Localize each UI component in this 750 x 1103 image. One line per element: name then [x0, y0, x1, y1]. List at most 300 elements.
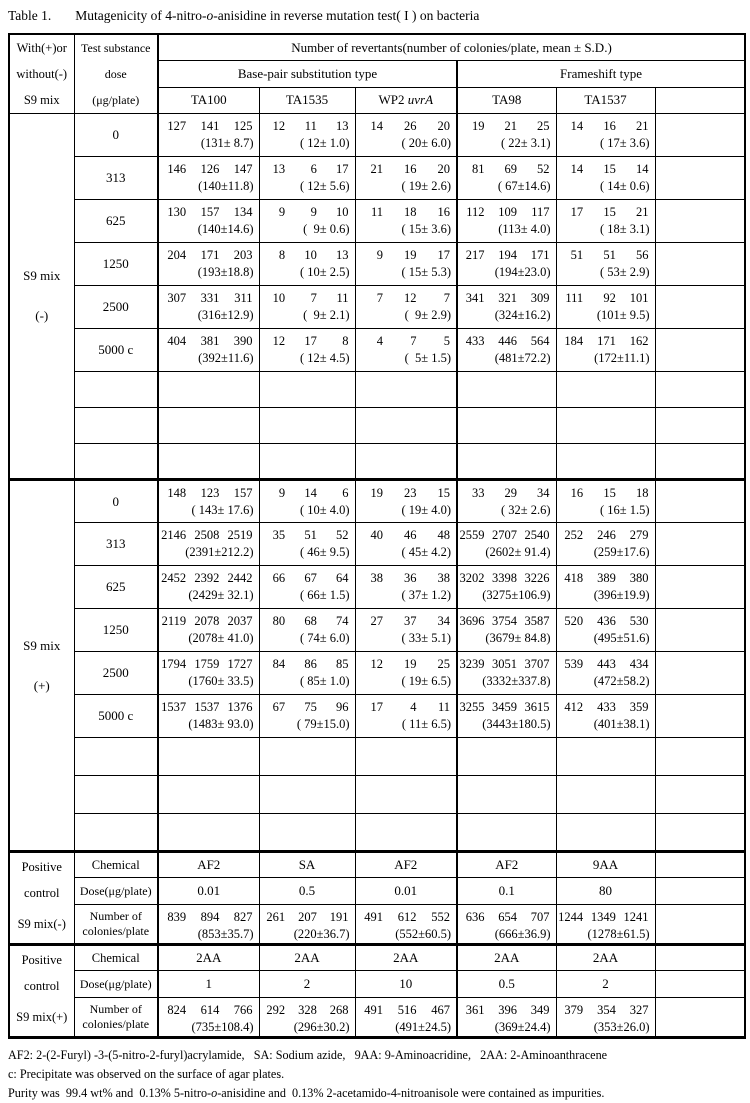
- mean-sd: ( 33± 5.1): [401, 631, 451, 645]
- header-s9-line-2: without(-): [16, 66, 68, 81]
- number-label-line: Number of: [89, 909, 142, 923]
- mean-sd: (666±36.9): [494, 927, 551, 941]
- result-cell: [355, 905, 457, 945]
- colony-count: 4: [410, 700, 417, 714]
- s9-mix-label: S9 mix: [23, 268, 61, 283]
- empty-row: [9, 372, 745, 408]
- mean-sd: (316±12.9): [197, 308, 254, 322]
- chemical-label-cell: Chemical: [74, 852, 158, 878]
- colony-count: 2452: [161, 571, 187, 585]
- result-cell: [259, 695, 355, 738]
- colony-count: 37: [404, 614, 417, 628]
- colony-counts: [458, 200, 556, 221]
- colony-count: 33: [472, 486, 485, 500]
- colony-count: 14: [636, 162, 649, 176]
- colony-counts: [557, 566, 655, 587]
- mean-sd: ( 74± 6.0): [299, 631, 350, 645]
- colony-count: 207: [298, 910, 317, 924]
- result-cell: [556, 652, 655, 695]
- colony-count: 204: [167, 248, 187, 262]
- colony-count: 17: [335, 162, 349, 176]
- colony-counts: [458, 481, 556, 502]
- positive-control-chemical-row: [9, 945, 745, 971]
- colony-count: 824: [167, 1003, 187, 1017]
- colony-count: 14: [304, 486, 317, 500]
- colony-counts: [557, 157, 655, 178]
- colony-count: 839: [167, 910, 187, 924]
- result-cell: [556, 329, 655, 372]
- empty-cell: [655, 329, 745, 372]
- colony-counts: [557, 286, 655, 307]
- result-cell: [556, 114, 655, 157]
- mean-sd: (2429± 32.1): [188, 588, 254, 602]
- empty-cell: [556, 738, 655, 776]
- mean-sd: ( 15± 5.3): [401, 265, 451, 279]
- chemical-cell: AF2: [355, 852, 457, 878]
- result-cell: [158, 329, 259, 372]
- colony-count: 8: [278, 248, 286, 262]
- result-cell: [259, 200, 355, 243]
- dose-row: [9, 695, 745, 738]
- mean-sd: (1760± 33.5): [188, 674, 254, 688]
- empty-cell: [158, 444, 259, 480]
- header-s9-line-1: With(+)or: [16, 40, 67, 55]
- result-cell: [457, 286, 556, 329]
- colony-count: 1537: [161, 700, 187, 714]
- colony-counts: [356, 695, 457, 716]
- colony-count: 13: [272, 162, 286, 176]
- footnote-purity-post: -anisidine and 0.13% 2-acetamido-4-nitroanisole were contained as impurities.: [217, 1086, 605, 1100]
- wp2-label: WP2: [378, 92, 408, 108]
- empty-cell: [259, 814, 355, 852]
- colony-count: 67: [272, 700, 286, 714]
- colony-count: 3398: [492, 571, 517, 585]
- empty-cell: [655, 480, 745, 523]
- colony-count: 35: [272, 528, 286, 542]
- colony-count: 14: [570, 162, 584, 176]
- colony-count: 491: [364, 910, 383, 924]
- empty-row: [9, 776, 745, 814]
- title-pre: Mutagenicity of 4-nitro-: [75, 8, 207, 23]
- colony-count: 380: [629, 571, 649, 585]
- result-cell: [556, 695, 655, 738]
- colony-count: 389: [597, 571, 616, 585]
- s9-mix-cell: [9, 114, 74, 480]
- colony-count: 1376: [227, 700, 253, 714]
- colony-count: 15: [437, 486, 450, 500]
- colony-count: 127: [167, 119, 187, 133]
- colony-counts: [260, 609, 355, 630]
- table-number: Table 1.: [8, 8, 52, 23]
- mean-sd: (491±24.5): [395, 1020, 451, 1034]
- mean-sd: ( 12± 4.5): [299, 351, 350, 365]
- empty-cell: [556, 444, 655, 480]
- colony-count: 74: [335, 614, 349, 628]
- mean-sd: ( 14± 0.6): [599, 179, 650, 193]
- chemical-cell: AF2: [158, 852, 259, 878]
- colony-count: 564: [530, 334, 550, 348]
- footnote-precipitate: c: Precipitate was observed on the surface of agar plates.: [8, 1067, 285, 1081]
- header-dose-line-2: dose: [104, 66, 127, 81]
- result-cell: [556, 523, 655, 566]
- colony-count: 396: [498, 1003, 517, 1017]
- result-cell: [457, 157, 556, 200]
- colony-count: 34: [537, 486, 550, 500]
- dose-cell: [74, 372, 158, 408]
- mean-sd: ( 10± 2.5): [299, 265, 350, 279]
- mean-sd: (552±60.5): [395, 927, 451, 941]
- colony-count: 191: [329, 910, 349, 924]
- colony-counts: [356, 998, 457, 1019]
- colony-count: 418: [564, 571, 584, 585]
- colony-counts: [356, 566, 457, 587]
- colony-counts: [458, 157, 556, 178]
- empty-cell: [655, 566, 745, 609]
- result-cell: [259, 329, 355, 372]
- result-cell: [259, 286, 355, 329]
- colony-count: 10: [335, 205, 349, 219]
- colony-count: 14: [370, 119, 383, 133]
- result-cell: [355, 329, 457, 372]
- result-cell: [259, 652, 355, 695]
- colony-count: 894: [200, 910, 220, 924]
- result-cell: [158, 695, 259, 738]
- empty-cell: [158, 776, 259, 814]
- colony-counts: [159, 652, 259, 673]
- dose-row: [9, 286, 745, 329]
- colony-counts: [458, 523, 556, 544]
- mean-sd: ( 79±15.0): [296, 717, 350, 731]
- colony-count: 1241: [623, 910, 649, 924]
- colony-count: 3226: [524, 571, 550, 585]
- colony-count: 2442: [227, 571, 253, 585]
- colony-count: 17: [570, 205, 584, 219]
- colony-count: 15: [603, 205, 616, 219]
- empty-cell: [259, 372, 355, 408]
- colony-count: 311: [234, 291, 253, 305]
- mean-sd: ( 18± 3.1): [599, 222, 650, 236]
- colony-counts: [557, 652, 655, 673]
- result-cell: [259, 523, 355, 566]
- mean-sd: (101± 9.5): [596, 308, 650, 322]
- colony-counts: [260, 286, 355, 307]
- positive-control-label: control: [24, 886, 60, 900]
- header-strain-wp2-uvra: [355, 87, 457, 114]
- mean-sd: (3679± 84.8): [485, 631, 551, 645]
- number-label-cell: [74, 905, 158, 945]
- empty-cell: [655, 243, 745, 286]
- footnote-purity-italic-o: o: [211, 1086, 218, 1100]
- empty-cell: [158, 814, 259, 852]
- mean-sd: (853±35.7): [197, 927, 254, 941]
- colony-count: 2078: [194, 614, 220, 628]
- number-label-line: Number of: [89, 1002, 142, 1016]
- empty-cell: [158, 372, 259, 408]
- colony-counts: [260, 114, 355, 135]
- colony-counts: [159, 286, 259, 307]
- dose-row: [9, 329, 745, 372]
- positive-dose-cell: 0.5: [457, 971, 556, 998]
- colony-count: 123: [200, 486, 220, 500]
- positive-control-chemical-row: [9, 852, 745, 878]
- dose-cell: 625: [74, 566, 158, 609]
- result-cell: [457, 480, 556, 523]
- mean-sd: (324±16.2): [494, 308, 551, 322]
- colony-count: 6: [310, 162, 317, 176]
- dose-cell: [74, 738, 158, 776]
- empty-cell: [355, 372, 457, 408]
- result-cell: [457, 243, 556, 286]
- mean-sd: (401±38.1): [593, 717, 650, 731]
- colony-counts: [557, 523, 655, 544]
- chemical-cell: 2AA: [355, 945, 457, 971]
- colony-count: 13: [335, 248, 349, 262]
- header-revertants: Number of revertants(number of colonies/plate, mean ± S.D.): [158, 34, 745, 61]
- colony-counts: [260, 243, 355, 264]
- colony-count: 157: [200, 205, 220, 219]
- empty-cell: [655, 776, 745, 814]
- colony-counts: [260, 695, 355, 716]
- colony-count: 194: [498, 248, 517, 262]
- dose-label-cell: Dose(μg/plate): [74, 971, 158, 998]
- dose-row: [9, 243, 745, 286]
- mean-sd: (172±11.1): [594, 351, 650, 365]
- s9-mix-label: S9 mix: [23, 637, 61, 653]
- mean-sd: ( 143± 17.6): [191, 503, 254, 517]
- mean-sd: ( 22± 3.1): [500, 136, 551, 150]
- colony-count: 707: [530, 910, 550, 924]
- header-strain-ta100: TA100: [158, 87, 259, 114]
- mean-sd: (140±14.6): [197, 222, 254, 236]
- header-dose-line-1: Test substance: [81, 40, 151, 55]
- colony-count: 21: [370, 162, 383, 176]
- dose-cell: 313: [74, 157, 158, 200]
- colony-counts: [458, 566, 556, 587]
- mean-sd: (193±18.8): [197, 265, 254, 279]
- result-cell: [556, 243, 655, 286]
- title-italic-o: o: [206, 8, 214, 23]
- mean-sd: ( 12± 5.6): [299, 179, 350, 193]
- result-cell: [158, 609, 259, 652]
- empty-cell: [355, 814, 457, 852]
- colony-count: 9: [278, 205, 286, 219]
- mean-sd: ( 46± 9.5): [299, 545, 350, 559]
- colony-count: 390: [233, 334, 253, 348]
- empty-cell: [655, 157, 745, 200]
- empty-cell: [259, 444, 355, 480]
- header-dose-cell: [74, 34, 158, 114]
- colony-count: 614: [200, 1003, 220, 1017]
- colony-count: 20: [437, 119, 450, 133]
- result-cell: [355, 243, 457, 286]
- colony-count: 331: [200, 291, 220, 305]
- colony-count: 246: [597, 528, 616, 542]
- chemical-cell: 9AA: [556, 852, 655, 878]
- mean-sd: ( 11± 6.5): [401, 717, 451, 731]
- colony-counts: [356, 652, 457, 673]
- chemical-label-cell: Chemical: [74, 945, 158, 971]
- colony-counts: [458, 243, 556, 264]
- colony-counts: [159, 905, 259, 926]
- positive-control-dose-row: [9, 971, 745, 998]
- colony-count: 66: [272, 571, 286, 585]
- result-cell: [355, 286, 457, 329]
- empty-cell: [655, 609, 745, 652]
- colony-count: 157: [233, 486, 253, 500]
- colony-count: 64: [335, 571, 349, 585]
- result-cell: [355, 200, 457, 243]
- colony-count: 51: [304, 528, 317, 542]
- mean-sd: (1483± 93.0): [188, 717, 254, 731]
- empty-row: [9, 738, 745, 776]
- empty-cell: [457, 372, 556, 408]
- result-cell: [457, 114, 556, 157]
- dose-row: [9, 652, 745, 695]
- colony-count: 10: [304, 248, 317, 262]
- colony-count: 7: [410, 334, 417, 348]
- colony-counts: [260, 566, 355, 587]
- result-cell: [556, 286, 655, 329]
- colony-count: 321: [498, 291, 517, 305]
- s9-sign-label: (-): [35, 308, 49, 323]
- colony-count: 3754: [492, 614, 517, 628]
- dose-cell: 5000 c: [74, 329, 158, 372]
- colony-count: 4: [376, 334, 383, 348]
- mean-sd: ( 67±14.6): [497, 179, 551, 193]
- colony-count: 827: [233, 910, 253, 924]
- colony-count: 252: [564, 528, 584, 542]
- colony-count: 434: [629, 657, 649, 671]
- colony-counts: [159, 200, 259, 221]
- result-cell: [158, 523, 259, 566]
- colony-count: 467: [431, 1003, 450, 1017]
- result-cell: [158, 157, 259, 200]
- colony-count: 84: [272, 657, 286, 671]
- result-cell: [556, 200, 655, 243]
- mean-sd: ( 85± 1.0): [299, 674, 350, 688]
- colony-count: 327: [629, 1003, 649, 1017]
- header-strain-ta98: TA98: [457, 87, 556, 114]
- mean-sd: ( 32± 2.6): [500, 503, 551, 517]
- dose-row: [9, 157, 745, 200]
- colony-count: 412: [564, 700, 584, 714]
- colony-counts: [260, 157, 355, 178]
- colony-count: 491: [364, 1003, 383, 1017]
- colony-counts: [458, 114, 556, 135]
- colony-count: 261: [266, 910, 286, 924]
- number-label-line: colonies/plate: [82, 924, 150, 938]
- colony-count: 80: [272, 614, 286, 628]
- colony-counts: [356, 200, 457, 221]
- colony-count: 26: [404, 119, 417, 133]
- empty-cell: [355, 738, 457, 776]
- colony-count: 446: [498, 334, 517, 348]
- colony-count: 38: [437, 571, 450, 585]
- positive-dose-cell: 0.5: [259, 878, 355, 905]
- result-cell: [158, 480, 259, 523]
- colony-count: 29: [504, 486, 517, 500]
- colony-count: 309: [530, 291, 550, 305]
- dose-cell: [74, 776, 158, 814]
- empty-cell: [655, 652, 745, 695]
- result-cell: [259, 566, 355, 609]
- empty-cell: [655, 444, 745, 480]
- header-strain-ta1537: TA1537: [556, 87, 655, 114]
- empty-cell: [655, 852, 745, 878]
- colony-count: 38: [370, 571, 383, 585]
- mean-sd: (1278±61.5): [587, 927, 650, 941]
- colony-counts: [356, 523, 457, 544]
- mean-sd: ( 17± 3.6): [599, 136, 650, 150]
- colony-count: 51: [570, 248, 584, 262]
- colony-count: 85: [335, 657, 349, 671]
- colony-count: 11: [437, 700, 450, 714]
- dose-cell: 5000 c: [74, 695, 158, 738]
- colony-count: 56: [636, 248, 649, 262]
- dose-row: [9, 609, 745, 652]
- colony-count: 268: [329, 1003, 349, 1017]
- colony-count: 17: [437, 248, 450, 262]
- colony-count: 7: [376, 291, 383, 305]
- dose-row: [9, 200, 745, 243]
- colony-counts: [159, 566, 259, 587]
- colony-count: 130: [167, 205, 187, 219]
- colony-count: 17: [304, 334, 317, 348]
- colony-count: 27: [370, 614, 383, 628]
- colony-counts: [356, 286, 457, 307]
- result-cell: [556, 998, 655, 1038]
- colony-count: 3615: [524, 700, 550, 714]
- colony-count: 292: [266, 1003, 286, 1017]
- colony-count: 21: [636, 205, 649, 219]
- footnote-abbreviations: AF2: 2-(2-Furyl) -3-(5-nitro-2-furyl)acrylamide, SA: Sodium azide, 9AA: 9-Aminoacridine, 2AA: 2-Aminoanthracene: [8, 1048, 608, 1062]
- colony-count: 1349: [590, 910, 616, 924]
- mean-sd: ( 9± 0.6): [303, 222, 350, 236]
- colony-count: 328: [298, 1003, 317, 1017]
- mean-sd: (140±11.8): [198, 179, 254, 193]
- colony-count: 520: [564, 614, 584, 628]
- positive-control-label: S9 mix(+): [16, 1010, 68, 1024]
- colony-count: 359: [629, 700, 649, 714]
- dose-cell: 2500: [74, 652, 158, 695]
- colony-count: 81: [472, 162, 485, 176]
- result-cell: [457, 566, 556, 609]
- colony-count: 3696: [459, 614, 485, 628]
- mean-sd: ( 19± 2.6): [401, 179, 451, 193]
- result-cell: [355, 695, 457, 738]
- colony-count: 134: [233, 205, 253, 219]
- mean-sd: (2602± 91.4): [485, 545, 551, 559]
- result-cell: [259, 905, 355, 945]
- dose-cell: [74, 444, 158, 480]
- mean-sd: ( 15± 3.6): [401, 222, 451, 236]
- colony-count: 552: [431, 910, 450, 924]
- empty-cell: [259, 776, 355, 814]
- empty-row: [9, 408, 745, 444]
- colony-counts: [458, 998, 556, 1019]
- colony-count: 5: [443, 334, 450, 348]
- result-cell: [457, 905, 556, 945]
- dose-cell: 0: [74, 480, 158, 523]
- colony-count: 3707: [524, 657, 550, 671]
- mean-sd: ( 16± 1.5): [599, 503, 650, 517]
- colony-count: 16: [404, 162, 417, 176]
- positive-control-label-cell: [9, 945, 74, 1038]
- colony-counts: [458, 905, 556, 926]
- colony-count: 52: [537, 162, 550, 176]
- colony-count: 171: [200, 248, 220, 262]
- dose-row: [9, 114, 745, 157]
